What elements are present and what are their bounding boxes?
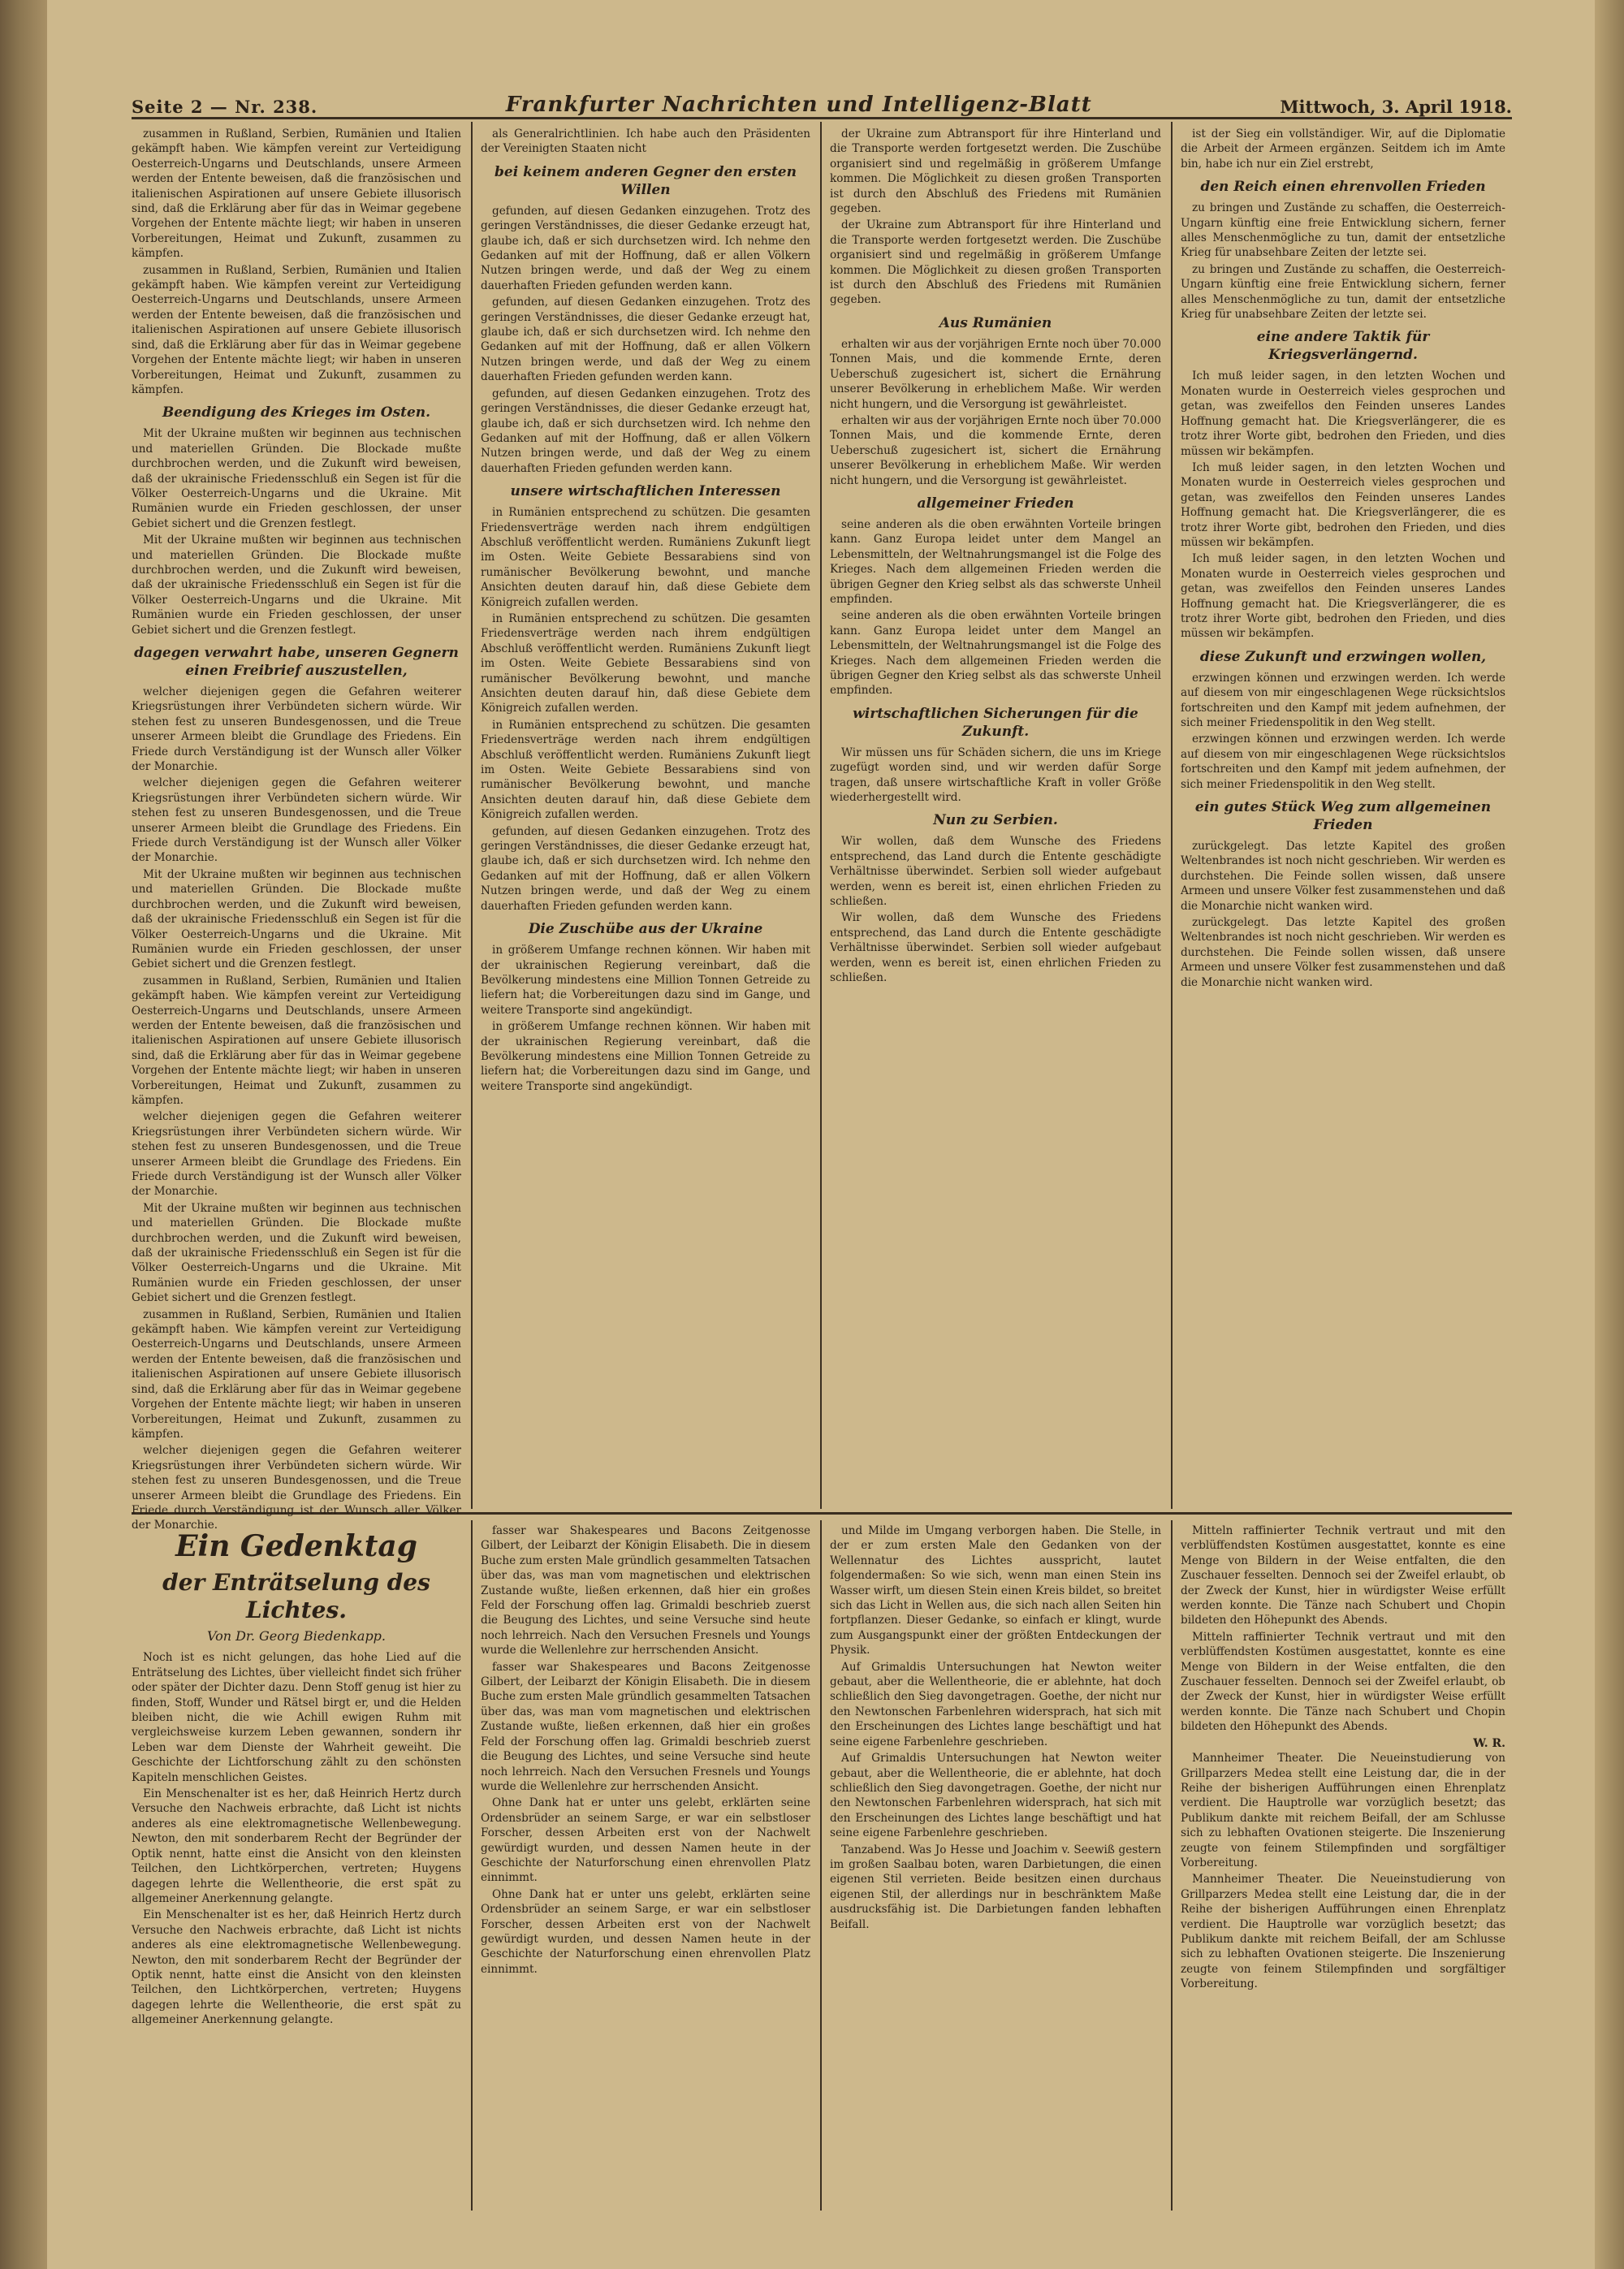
article-column-2 xyxy=(481,127,810,1507)
paragraph: erzwingen können und erzwingen werden. Ich werde auf diesem von mir eingeschlagenen Wege rücksichtslos fortschreiten und den Kampf mit jedem aufnehmen, der sich meiner Friedenspolitik in den Weg stellt. xyxy=(1181,671,1505,729)
book-binding xyxy=(0,0,47,2269)
paragraph: Wir wollen, daß dem Wunsche des Friedens entsprechend, das Land durch die Entente geschädigte Verhältnisse überwindet. Serbien soll wieder aufgebaut werden, wenn es bereit ist, einen ehrlichen Frieden zu schließen. xyxy=(830,911,1161,985)
paragraph: welcher diejenigen gegen die Gefahren weiterer Kriegsrüstungen ihrer Verbündeten sichern würde. Wir stehen fest zu unseren Bundesgenossen, und die Treue unserer Armeen bleibt die Grundlage des Friedens. Ein Friede durch Verständigung ist der Wunsch aller Völker der Monarchie. xyxy=(132,1110,461,1199)
paragraph: zusammen in Rußland, Serbien, Rumänien und Italien gekämpft haben. Wie kämpfen vereint zur Verteidigung Oesterreich-Ungarns und Deutschlands, unsere Armeen werden der Entente beweisen, daß die französischen und italienischen Aspirationen auf unsere Gebiete illusorisch sind, daß die Erklärung aber für das in Weimar gegebene Vorgehen der Entente mächte liegt; wir haben in unseren Vorbereitungen, Heimat und Zukunft, zusammen zu kämpfen. xyxy=(132,974,461,1107)
paragraph: in Rumänien entsprechend zu schützen. Die gesamten Friedensverträge werden nach ihrem endgültigen Abschluß veröffentlicht werden. Rumäniens Zukunft liegt im Osten. Weite Gebiete Bessarabiens sind von rumänischer Bevölkerung bewohnt, und manche Ansichten deuten darauf hin, daß diese Gebiete dem Königreich zufallen werden. xyxy=(481,612,810,715)
subheading: eine andere Taktik für Kriegsverlängernd. xyxy=(1256,329,1430,364)
subheading: unsere wirtschaftlichen Interessen xyxy=(510,483,781,500)
subheading: allgemeiner Frieden xyxy=(917,495,1074,512)
paragraph: gefunden, auf diesen Gedanken einzugehen. Trotz des geringen Verständnisses, die dieser Gedanke erzeugt hat, glaube ich, daß er sich durchsetzen wird. Ich nehme den Gedanken auf mit der Hoffnung, daß er allen Völkern Nutzen bringen werde, und daß der Weg zu einem dauerhaften Frieden gefunden werden kann. xyxy=(481,387,810,475)
page-label: Seite 2 — Nr. 238. xyxy=(132,97,318,117)
paragraph: zu bringen und Zustände zu schaffen, die Oesterreich-Ungarn künftig eine freie Entwicklung sichern, ferner alles Menschenmögliche zu tun, damit der entsetzliche Krieg für unabsehbare Zeiten der letzte sei. xyxy=(1181,262,1505,322)
paragraph: Mannheimer Theater. Die Neueinstudierung von Grillparzers Medea stellt eine Leistung dar, die in der Reihe der bisherigen Aufführungen einen Ehrenplatz verdient. Die Hauptrolle war vorzüglich besetzt; das Publikum dankte mit reichem Beifall, der am Schlusse sich zu lebhaften Ovationen steigerte. Die Inszenierung zeugte von feinem Stilempfinden und sorgfältiger Vorbereitung. xyxy=(1181,1873,1505,1991)
paragraph: seine anderen als die oben erwähnten Vorteile bringen kann. Ganz Europa leidet unter dem Mangel an Lebensmitteln, der Weltnahrungsmangel ist die Folge des Krieges. Nach dem allgemeinen Frieden werden die übrigen Gegner den Krieg selbst als das schwerste Unheil empfinden. xyxy=(830,517,1161,606)
paragraph: in größerem Umfange rechnen können. Wir haben mit der ukrainischen Regierung vereinbart, daß die Bevölkerung mindestens eine Million Tonnen Getreide zu liefern hat; die Vorbereitungen dazu sind im Gange, und weitere Transporte sind angekündigt. xyxy=(481,1020,810,1093)
paragraph: fasser war Shakespeares und Bacons Zeitgenosse Gilbert, der Leibarzt der Königin Elisabeth. Die in diesem Buche zum ersten Male gründlich gesammelten Tatsachen über das, was man vom magnetischen und elektrischen Zustande wußte, ließen erkennen, daß hier ein großes Feld der Forschung offen lag. Grimaldi beschrieb zuerst die Beugung des Lichtes, und seine Versuche sind heute noch lehrreich. Nach den Versuchen Fresnels und Youngs wurde die Wellenlehre zur herrschenden Ansicht. xyxy=(481,1524,810,1657)
paragraph: Ohne Dank hat er unter uns gelebt, erklärten seine Ordensbrüder an seinem Sarge, er war ein selbstloser Forscher, dessen Arbeiten erst von der Nachwelt gewürdigt wurden, und dessen Namen heute in der Geschichte der Naturforschung einen ehrenvollen Platz einnimmt. xyxy=(481,1887,810,1976)
column-rule xyxy=(471,122,473,1509)
paragraph: Ich muß leider sagen, in den letzten Wochen und Monaten wurde in Oesterreich vieles gesprochen und getan, was zweifellos den Feinden unseres Landes Hoffnung gemacht hat. Die Kriegsverlängerer, die es trotz ihrer Worte gibt, bedrohen den Frieden, und dies müssen wir bekämpfen. xyxy=(1181,460,1505,549)
feuilleton-title-line2: der Enträtselung des Lichtes. xyxy=(162,1569,430,1623)
paragraph: welcher diejenigen gegen die Gefahren weiterer Kriegsrüstungen ihrer Verbündeten sichern würde. Wir stehen fest zu unseren Bundesgenossen, und die Treue unserer Armeen bleibt die Grundlage des Friedens. Ein Friede durch Verständigung ist der Wunsch aller Völker der Monarchie. xyxy=(132,776,461,865)
paragraph: Tanzabend. Was Jo Hesse und Joachim v. Seewiß gestern im großen Saalbau boten, waren Darbietungen, die einen eigenen Stil verrieten. Beide besitzen einen durchaus eigenen Stil, der allerdings nur in beschränktem Maße ausdrucksfähig ist. Die Darbietungen fanden lebhaften Beifall. xyxy=(830,1843,1161,1931)
subheading: diese Zukunft und erzwingen wollen, xyxy=(1199,648,1487,665)
feuilleton-title-line1: Ein Gedenktag xyxy=(175,1529,417,1563)
author-signature: W. R. xyxy=(1473,1736,1505,1750)
column-rule xyxy=(1171,1520,1173,2211)
subheading: den Reich einen ehrenvollen Frieden xyxy=(1200,179,1486,196)
paragraph: Mit der Ukraine mußten wir beginnen aus technischen und materiellen Gründen. Die Blockade mußte durchbrochen werden, und die Zukunft wird beweisen, daß der ukrainische Friedensschluß ein Segen ist für die Völker Oesterreich-Ungarns und die Ukraine. Mit Rumänien wurde ein Frieden geschlossen, der unser Gebiet sichert und die Grenzen festlegt. xyxy=(132,427,461,530)
paragraph: Auf Grimaldis Untersuchungen hat Newton weiter gebaut, aber die Wellentheorie, die er ablehnte, hat doch schließlich den Sieg davongetragen. Goethe, der nicht nur den Newtonschen Farbenlehren widersprach, hat sich mit den Erscheinungen des Lichtes lange beschäftigt und hat seine eigene Farbenlehre geschrieben. xyxy=(830,1752,1161,1840)
paragraph: in Rumänien entsprechend zu schützen. Die gesamten Friedensverträge werden nach ihrem endgültigen Abschluß veröffentlicht werden. Rumäniens Zukunft liegt im Osten. Weite Gebiete Bessarabiens sind von rumänischer Bevölkerung bewohnt, und manche Ansichten deuten darauf hin, daß diese Gebiete dem Königreich zufallen werden. xyxy=(481,718,810,822)
column-rule xyxy=(820,1520,822,2211)
column-rule xyxy=(820,122,822,1509)
feuilleton-column-2 xyxy=(481,1523,810,2211)
paragraph: Ein Menschenalter ist es her, daß Heinrich Hertz durch Versuche den Nachweis erbrachte, daß Licht ist nichts anderes als eine elektromagnetische Wellenbewegung. Newton, den mit sonderbarem Recht der Begründer der Optik nennt, hatte einst die Ansicht von den kleinsten Teilchen, den Lichtkörperchen, vertreten; Huygens dagegen lehrte die Wellentheorie, die erst spät zu allgemeiner Anerkennung gelangte. xyxy=(132,1908,461,2027)
paragraph: Ein Menschenalter ist es her, daß Heinrich Hertz durch Versuche den Nachweis erbrachte, daß Licht ist nichts anderes als eine elektromagnetische Wellenbewegung. Newton, den mit sonderbarem Recht der Begründer der Optik nennt, hatte einst die Ansicht von den kleinsten Teilchen, den Lichtkörperchen, vertreten; Huygens dagegen lehrte die Wellentheorie, die erst spät zu allgemeiner Anerkennung gelangte. xyxy=(132,1787,461,1905)
subheading: Aus Rumänien xyxy=(939,314,1052,331)
feuilleton-column-3 xyxy=(830,1523,1161,2211)
paragraph: Ohne Dank hat er unter uns gelebt, erklärten seine Ordensbrüder an seinem Sarge, er war ein selbstloser Forscher, dessen Arbeiten erst von der Nachwelt gewürdigt wurden, und dessen Namen heute in der Geschichte der Naturforschung einen ehrenvollen Platz einnimmt. xyxy=(481,1796,810,1885)
paragraph: erhalten wir aus der vorjährigen Ernte noch über 70.000 Tonnen Mais, und die kommende Ernte, deren Ueberschuß zugesichert ist, sichert die Ernährung unserer Bevölkerung in erheblichem Maße. Wir werden nicht hungern, und die Versorgung ist gewährleistet. xyxy=(830,337,1161,411)
paragraph: Auf Grimaldis Untersuchungen hat Newton weiter gebaut, aber die Wellentheorie, die er ablehnte, hat doch schließlich den Sieg davongetragen. Goethe, der nicht nur den Newtonschen Farbenlehren widersprach, hat sich mit den Erscheinungen des Lichtes lange beschäftigt und hat seine eigene Farbenlehre geschrieben. xyxy=(830,1660,1161,1748)
paragraph: Mit der Ukraine mußten wir beginnen aus technischen und materiellen Gründen. Die Blockade mußte durchbrochen werden, und die Zukunft wird beweisen, daß der ukrainische Friedensschluß ein Segen ist für die Völker Oesterreich-Ungarns und die Ukraine. Mit Rumänien wurde ein Frieden geschlossen, der unser Gebiet sichert und die Grenzen festlegt. xyxy=(132,867,461,971)
subheading: Nun zu Serbien. xyxy=(933,812,1058,829)
paragraph: fasser war Shakespeares und Bacons Zeitgenosse Gilbert, der Leibarzt der Königin Elisabeth. Die in diesem Buche zum ersten Male gründlich gesammelten Tatsachen über das, was man vom magnetischen und elektrischen Zustande wußte, ließen erkennen, daß hier ein großes Feld der Forschung offen lag. Grimaldi beschrieb zuerst die Beugung des Lichtes, und seine Versuche sind heute noch lehrreich. Nach den Versuchen Fresnels und Youngs wurde die Wellenlehre zur herrschenden Ansicht. xyxy=(481,1660,810,1793)
subheading: Beendigung des Krieges im Osten. xyxy=(162,404,431,421)
masthead: Frankfurter Nachrichten und Intelligenz-Blatt xyxy=(505,93,1092,117)
article-column-1 xyxy=(132,127,461,1532)
article-column-3 xyxy=(830,127,1161,1507)
issue-date: Mittwoch, 3. April 1918. xyxy=(1280,97,1512,117)
paragraph: zurückgelegt. Das letzte Kapitel des großen Weltenbrandes ist noch nicht geschrieben. Wir werden es durchstehen. Die Feinde sollen wissen, daß unsere Armeen und unsere Völker fest zusammenstehen und daß die Monarchie nicht wanken wird. xyxy=(1181,840,1505,913)
paragraph: ist der Sieg ein vollständiger. Wir, auf die Diplomatie die Arbeit der Armeen ergänzen. Seitdem ich im Amte bin, habe ich nur ein Ziel erstrebt, xyxy=(1181,127,1505,171)
page-header xyxy=(132,80,1512,119)
paragraph: Mit der Ukraine mußten wir beginnen aus technischen und materiellen Gründen. Die Blockade mußte durchbrochen werden, und die Zukunft wird beweisen, daß der ukrainische Friedensschluß ein Segen ist für die Völker Oesterreich-Ungarns und die Ukraine. Mit Rumänien wurde ein Frieden geschlossen, der unser Gebiet sichert und die Grenzen festlegt. xyxy=(132,1201,461,1305)
paragraph: erhalten wir aus der vorjährigen Ernte noch über 70.000 Tonnen Mais, und die kommende Ernte, deren Ueberschuß zugesichert ist, sichert die Ernährung unserer Bevölkerung in erheblichem Maße. Wir werden nicht hungern, und die Versorgung ist gewährleistet. xyxy=(830,413,1161,487)
paragraph: zurückgelegt. Das letzte Kapitel des großen Weltenbrandes ist noch nicht geschrieben. Wir werden es durchstehen. Die Feinde sollen wissen, daß unsere Armeen und unsere Völker fest zusammenstehen und daß die Monarchie nicht wanken wird. xyxy=(1181,916,1505,989)
paragraph: Mannheimer Theater. Die Neueinstudierung von Grillparzers Medea stellt eine Leistung dar, die in der Reihe der bisherigen Aufführungen einen Ehrenplatz verdient. Die Hauptrolle war vorzüglich besetzt; das Publikum dankte mit reichem Beifall, der am Schlusse sich zu lebhaften Ovationen steigerte. Die Inszenierung zeugte von feinem Stilempfinden und sorgfältiger Vorbereitung. xyxy=(1181,1752,1505,1869)
paragraph: zusammen in Rußland, Serbien, Rumänien und Italien gekämpft haben. Wie kämpfen vereint zur Verteidigung Oesterreich-Ungarns und Deutschlands, unsere Armeen werden der Entente beweisen, daß die französischen und italienischen Aspirationen auf unsere Gebiete illusorisch sind, daß die Erklärung aber für das in Weimar gegebene Vorgehen der Entente mächte liegt; wir haben in unseren Vorbereitungen, Heimat und Zukunft, zusammen zu kämpfen. xyxy=(132,263,461,396)
subheading: Die Zuschübe aus der Ukraine xyxy=(528,921,763,938)
feuilleton-column-4 xyxy=(1181,1523,1505,2211)
subheading: dagegen verwahrt habe, unseren Gegnern einen Freibrief auszustellen, xyxy=(134,645,459,679)
paragraph: in größerem Umfange rechnen können. Wir haben mit der ukrainischen Regierung vereinbart, daß die Bevölkerung mindestens eine Million Tonnen Getreide zu liefern hat; die Vorbereitungen dazu sind im Gange, und weitere Transporte sind angekündigt. xyxy=(481,944,810,1017)
paragraph: gefunden, auf diesen Gedanken einzugehen. Trotz des geringen Verständnisses, die dieser Gedanke erzeugt hat, glaube ich, daß er sich durchsetzen wird. Ich nehme den Gedanken auf mit der Hoffnung, daß er allen Völkern Nutzen bringen werde, und daß der Weg zu einem dauerhaften Frieden gefunden werden kann. xyxy=(481,204,810,292)
page-edge xyxy=(1595,0,1624,2269)
paragraph: Mit der Ukraine mußten wir beginnen aus technischen und materiellen Gründen. Die Blockade mußte durchbrochen werden, und die Zukunft wird beweisen, daß der ukrainische Friedensschluß ein Segen ist für die Völker Oesterreich-Ungarns und die Ukraine. Mit Rumänien wurde ein Frieden geschlossen, der unser Gebiet sichert und die Grenzen festlegt. xyxy=(132,534,461,637)
paragraph: gefunden, auf diesen Gedanken einzugehen. Trotz des geringen Verständnisses, die dieser Gedanke erzeugt hat, glaube ich, daß er sich durchsetzen wird. Ich nehme den Gedanken auf mit der Hoffnung, daß er allen Völkern Nutzen bringen werde, und daß der Weg zu einem dauerhaften Frieden gefunden werden kann. xyxy=(481,824,810,913)
paragraph: seine anderen als die oben erwähnten Vorteile bringen kann. Ganz Europa leidet unter dem Mangel an Lebensmitteln, der Weltnahrungsmangel ist die Folge des Krieges. Nach dem allgemeinen Frieden werden die übrigen Gegner den Krieg selbst als das schwerste Unheil empfinden. xyxy=(830,609,1161,698)
paragraph: Mitteln raffinierter Technik vertraut und mit den verblüffendsten Kostümen ausgestattet, konnte es eine Menge von Bildern in der Weise entfalten, die den Zuschauer fesselten. Dennoch sei der Zweifel erlaubt, ob der Zweck der Kunst, hier in würdigster Weise erfüllt werden konnte. Die Tänze nach Schubert und Chopin bildeten den Höhepunkt des Abends. xyxy=(1181,1524,1505,1627)
article-column-4 xyxy=(1181,127,1505,1507)
paragraph: und Milde im Umgang verborgen haben. Die Stelle, in der er zum ersten Male den Gedanken von der Wellennatur des Lichtes ausspricht, lautet folgendermaßen: So wie sich, wenn man einen Stein ins Wasser wirft, um diesen Stein einen Kreis bildet, so breitet sich das Licht in Wellen aus, die sich nach allen Seiten hin fortpflanzen. Dieser Gedanke, so einfach er klingt, wurde zum Ausgangspunkt einer der größten Entdeckungen der Physik. xyxy=(830,1524,1161,1657)
paragraph: zusammen in Rußland, Serbien, Rumänien und Italien gekämpft haben. Wie kämpfen vereint zur Verteidigung Oesterreich-Ungarns und Deutschlands, unsere Armeen werden der Entente beweisen, daß die französischen und italienischen Aspirationen auf unsere Gebiete illusorisch sind, daß die Erklärung aber für das in Weimar gegebene Vorgehen der Entente mächte liegt; wir haben in unseren Vorbereitungen, Heimat und Zukunft, zusammen zu kämpfen. xyxy=(132,127,461,261)
paragraph: zusammen in Rußland, Serbien, Rumänien und Italien gekämpft haben. Wie kämpfen vereint zur Verteidigung Oesterreich-Ungarns und Deutschlands, unsere Armeen werden der Entente beweisen, daß die französischen und italienischen Aspirationen auf unsere Gebiete illusorisch sind, daß die Erklärung aber für das in Weimar gegebene Vorgehen der Entente mächte liegt; wir haben in unseren Vorbereitungen, Heimat und Zukunft, zusammen zu kämpfen. xyxy=(132,1307,461,1441)
paragraph: der Ukraine zum Abtransport für ihre Hinterland und die Transporte werden fortgesetzt werden. Die Zuschübe organisiert sind und regelmäßig in größerem Umfange kommen. Die Möglichkeit zu diesen großen Transporten ist durch den Abschluß des Friedens mit Rumänien gegeben. xyxy=(830,218,1161,307)
paragraph: Noch ist es nicht gelungen, das hohe Lied auf die Enträtselung des Lichtes, über vielleicht findet sich früher oder später der Dichter dazu. Denn Stoff genug ist hier zu finden, Stoff, Wunder und Rätsel birgt er, und die Helden bleiben nicht, die wie Achill ewigen Ruhm mit vergleichsweise kurzem Leben gewannen, sondern ihr Leben war dem Dienste der Wahrheit geweiht. Die Geschichte der Lichtforschung zählt zu den schönsten Kapiteln menschlichen Geistes. xyxy=(132,1651,461,1784)
paragraph: Ich muß leider sagen, in den letzten Wochen und Monaten wurde in Oesterreich vieles gesprochen und getan, was zweifellos den Feinden unseres Landes Hoffnung gemacht hat. Die Kriegsverlängerer, die es trotz ihrer Worte gibt, bedrohen den Frieden, und dies müssen wir bekämpfen. xyxy=(1181,370,1505,458)
column-rule xyxy=(1171,122,1173,1509)
paragraph: Wir müssen uns für Schäden sichern, die uns im Kriege zugefügt worden sind, und wir werden dafür Sorge tragen, daß unsere wirtschaftliche Kraft in voller Größe wiederhergestellt wird. xyxy=(830,746,1161,805)
paragraph: der Ukraine zum Abtransport für ihre Hinterland und die Transporte werden fortgesetzt werden. Die Zuschübe organisiert sind und regelmäßig in größerem Umfange kommen. Die Möglichkeit zu diesen großen Transporten ist durch den Abschluß des Friedens mit Rumänien gegeben. xyxy=(830,127,1161,216)
paragraph: Mitteln raffinierter Technik vertraut und mit den verblüffendsten Kostümen ausgestattet, konnte es eine Menge von Bildern in der Weise entfalten, die den Zuschauer fesselten. Dennoch sei der Zweifel erlaubt, ob der Zweck der Kunst, hier in würdigster Weise erfüllt werden konnte. Die Tänze nach Schubert und Chopin bildeten den Höhepunkt des Abends. xyxy=(1181,1630,1505,1734)
subheading: bei keinem anderen Gegner den ersten Willen xyxy=(495,163,797,198)
paragraph: Wir wollen, daß dem Wunsche des Friedens entsprechend, das Land durch die Entente geschädigte Verhältnisse überwindet. Serbien soll wieder aufgebaut werden, wenn es bereit ist, einen ehrlichen Frieden zu schließen. xyxy=(830,835,1161,909)
byline: Von Dr. Georg Biedenkapp. xyxy=(206,1628,387,1644)
paragraph: gefunden, auf diesen Gedanken einzugehen. Trotz des geringen Verständnisses, die dieser Gedanke erzeugt hat, glaube ich, daß er sich durchsetzen wird. Ich nehme den Gedanken auf mit der Hoffnung, daß er allen Völkern Nutzen bringen werde, und daß der Weg zu einem dauerhaften Frieden gefunden werden kann. xyxy=(481,296,810,384)
paragraph: erzwingen können und erzwingen werden. Ich werde auf diesem von mir eingeschlagenen Wege rücksichtslos fortschreiten und den Kampf mit jedem aufnehmen, der sich meiner Friedenspolitik in den Weg stellt. xyxy=(1181,733,1505,791)
subheading: ein gutes Stück Weg zum allgemeinen Frieden xyxy=(1194,799,1492,834)
paragraph: Ich muß leider sagen, in den letzten Wochen und Monaten wurde in Oesterreich vieles gesprochen und getan, was zweifellos den Feinden unseres Landes Hoffnung gemacht hat. Die Kriegsverlängerer, die es trotz ihrer Worte gibt, bedrohen den Frieden, und dies müssen wir bekämpfen. xyxy=(1181,552,1505,641)
paragraph: in Rumänien entsprechend zu schützen. Die gesamten Friedensverträge werden nach ihrem endgültigen Abschluß veröffentlicht werden. Rumäniens Zukunft liegt im Osten. Weite Gebiete Bessarabiens sind von rumänischer Bevölkerung bewohnt, und manche Ansichten deuten darauf hin, daß diese Gebiete dem Königreich zufallen werden. xyxy=(481,506,810,609)
paragraph: zu bringen und Zustände zu schaffen, die Oesterreich-Ungarn künftig eine freie Entwicklung sichern, ferner alles Menschenmögliche zu tun, damit der entsetzliche Krieg für unabsehbare Zeiten der letzte sei. xyxy=(1181,201,1505,260)
paragraph: welcher diejenigen gegen die Gefahren weiterer Kriegsrüstungen ihrer Verbündeten sichern würde. Wir stehen fest zu unseren Bundesgenossen, und die Treue unserer Armeen bleibt die Grundlage des Friedens. Ein Friede durch Verständigung ist der Wunsch aller Völker der Monarchie. xyxy=(132,1444,461,1532)
column-rule xyxy=(471,1520,473,2211)
paragraph: welcher diejenigen gegen die Gefahren weiterer Kriegsrüstungen ihrer Verbündeten sichern würde. Wir stehen fest zu unseren Bundesgenossen, und die Treue unserer Armeen bleibt die Grundlage des Friedens. Ein Friede durch Verständigung ist der Wunsch aller Völker der Monarchie. xyxy=(132,685,461,774)
subheading: wirtschaftlichen Sicherungen für die Zukunft. xyxy=(853,705,1138,740)
feuilleton-column-1 xyxy=(132,1523,461,2211)
paragraph: als Generalrichtlinien. Ich habe auch den Präsidenten der Vereinigten Staaten nicht xyxy=(481,127,810,156)
